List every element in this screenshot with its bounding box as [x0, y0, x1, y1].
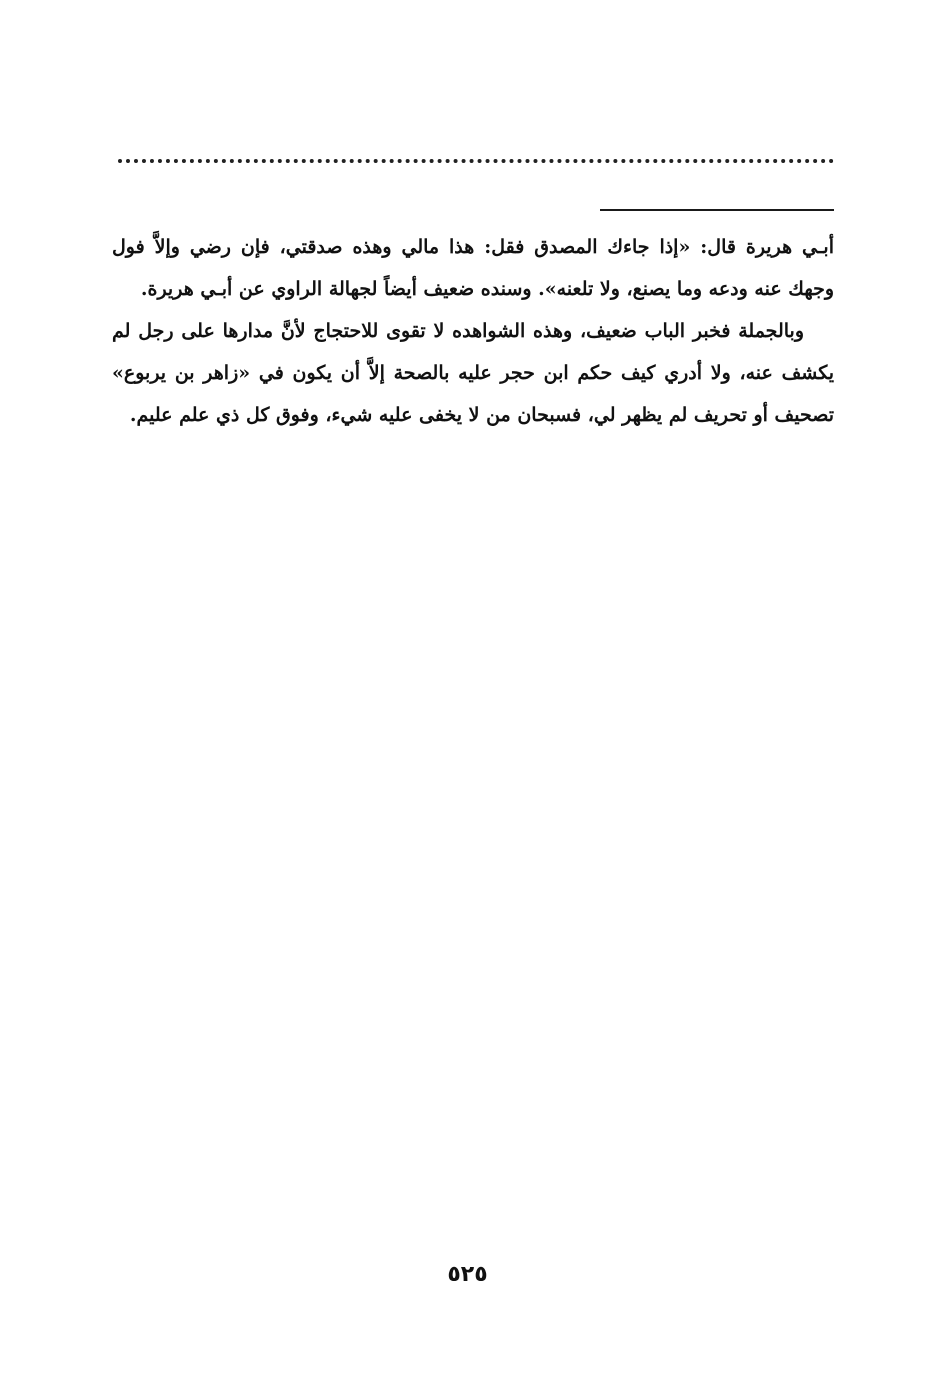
page-number: ٥٢٥ — [447, 1262, 488, 1287]
footnote-separator-line — [600, 209, 834, 211]
footnote-text-block — [112, 226, 834, 436]
footnote-paragraph-continuation: أبـي هريرة قال: «إذا جاءك المصدق فقل: هذا مالي وهذه صدقتي، فإن رضي وإلاَّ فول وجهك عنه ودعه وما يصنع، ولا تلعنه». وسنده ضعيف أيضاً لجهالة الراوي عن أبـي هريرة. — [112, 236, 834, 300]
dotted-separator — [118, 159, 834, 163]
footnote-paragraph-conclusion: وبالجملة فخبر الباب ضعيف، وهذه الشواهده لا تقوى للاحتجاج لأنَّ مدارها على رجل لم يكشف عنه، ولا أدري كيف حكم ابن حجر عليه بالصحة إلاَّ أن يكون في «زاهر بن يربوع» تصحيف أو تحريف لم يظهر لي، فسبحان من لا يخفى عليه شيء، وفوق كل ذي علم عليم. — [112, 320, 834, 426]
